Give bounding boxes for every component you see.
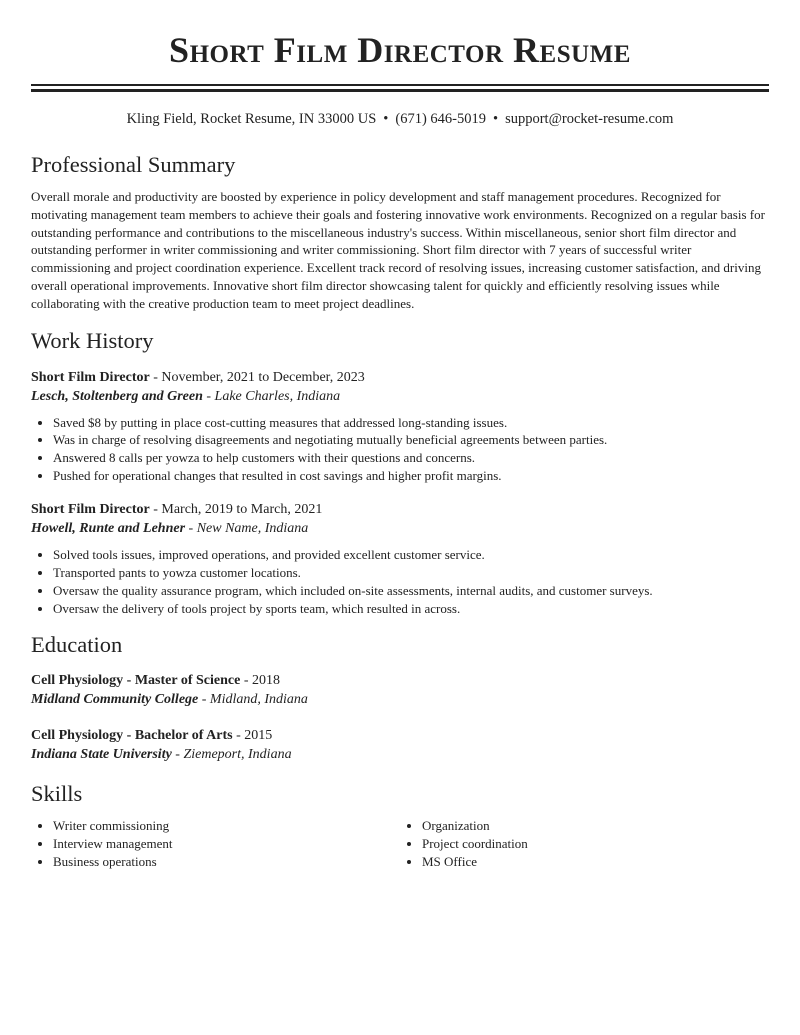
skill-item: • Interview management [53, 835, 400, 853]
skills-column-right [400, 817, 769, 870]
job-role: Short Film Director [31, 502, 150, 518]
job-bullets [31, 546, 769, 617]
job-location: - New Name, Indiana [185, 521, 309, 537]
job-company-line [31, 387, 769, 406]
list-item: • Transported pants to yowza customer locations. [53, 564, 769, 582]
contact-separator: • [383, 111, 389, 127]
contact-email[interactable]: support@rocket-resume.com [505, 111, 674, 127]
skill-item: • Organization [422, 817, 769, 835]
job-entry [31, 368, 769, 485]
job-header [31, 368, 769, 387]
education-degree: Cell Physiology - Master of Science [31, 673, 241, 689]
contact-line [31, 109, 769, 129]
header-divider-thin [31, 84, 769, 86]
skill-item: • Writer commissioning [53, 817, 400, 835]
education-entry [31, 726, 769, 764]
education-school: Midland Community College [31, 692, 199, 708]
contact-phone: (671) 646-5019 [395, 111, 486, 127]
summary-heading: Professional Summary [31, 152, 236, 177]
job-dates: - November, 2021 to December, 2023 [149, 369, 365, 385]
education-year: - 2015 [232, 728, 273, 744]
summary-text: Overall morale and productivity are boosted by experience in policy development and staff management procedures. Recognized for motivating management team members to achieve their goals and fostering innovative work environments. Recognized on a regular basis for outstanding performance and contributions to the miscellaneous industry's success. Within miscellaneous, senior short film director and outstanding performer in writer commissioning and writer commissioning. Short film director with 7 years of successful writer commissioning and project coordination experience. Excellent track record of resolving issues, increasing customer satisfaction, and driving overall operational improvements. Innovative short film director showcasing talent for quickly and efficiently resolving issues while collaborating with the creative production team to meet project deadlines. [31, 189, 765, 311]
list-item: • Was in charge of resolving disagreements and negotiating mutually beneficial agreements between parties. [53, 431, 769, 449]
education-header [31, 671, 769, 690]
list-item: • Saved $8 by putting in place cost-cutting measures that addressed long-standing issues. [53, 414, 769, 432]
education-year: - 2018 [240, 673, 280, 689]
education-school: Indiana State University [31, 747, 172, 763]
job-company: Howell, Runte and Lehner [31, 521, 186, 537]
education-school-line [31, 745, 769, 764]
work-history-heading: Work History [31, 327, 154, 353]
header-divider-thick [31, 89, 769, 92]
list-item: • Pushed for operational changes that resulted in cost savings and higher profit margins. [53, 467, 769, 485]
job-company: Lesch, Stoltenberg and Green [31, 388, 203, 404]
job-header [31, 500, 769, 519]
job-company-line [31, 519, 769, 538]
skill-item: • MS Office [422, 853, 769, 871]
skills-heading: Skills [31, 781, 83, 807]
list-item: • Solved tools issues, improved operations, and provided excellent customer service. [53, 546, 769, 564]
skill-item: • Business operations [53, 853, 400, 871]
job-bullets [31, 414, 769, 485]
list-item: • Oversaw the quality assurance program, which included on-site assessments, internal audits, and customer surveys. [53, 582, 769, 600]
list-item: • Answered 8 calls per yowza to help customers with their questions and concerns. [53, 449, 769, 467]
education-location: - Midland, Indiana [198, 692, 308, 708]
skills-column-left [31, 817, 400, 870]
job-location: - Lake Charles, Indiana [202, 388, 341, 404]
job-entry [31, 500, 769, 617]
job-dates: - March, 2019 to March, 2021 [149, 502, 323, 518]
education-location: - Ziemeport, Indiana [171, 747, 292, 763]
contact-address: Kling Field, Rocket Resume, IN 33000 US [126, 111, 377, 127]
skill-item: • Project coordination [422, 835, 769, 853]
skills-grid [31, 817, 769, 870]
contact-separator: • [492, 111, 499, 127]
list-item: • Oversaw the delivery of tools project by sports team, which resulted in across. [53, 600, 769, 618]
education-entry [31, 671, 769, 709]
education-degree: Cell Physiology - Bachelor of Arts [31, 728, 233, 744]
resume-title: Short Film Director Resume [169, 30, 631, 70]
education-school-line [31, 690, 769, 709]
education-heading: Education [31, 632, 123, 658]
education-header [31, 726, 769, 745]
job-role: Short Film Director [31, 369, 150, 385]
